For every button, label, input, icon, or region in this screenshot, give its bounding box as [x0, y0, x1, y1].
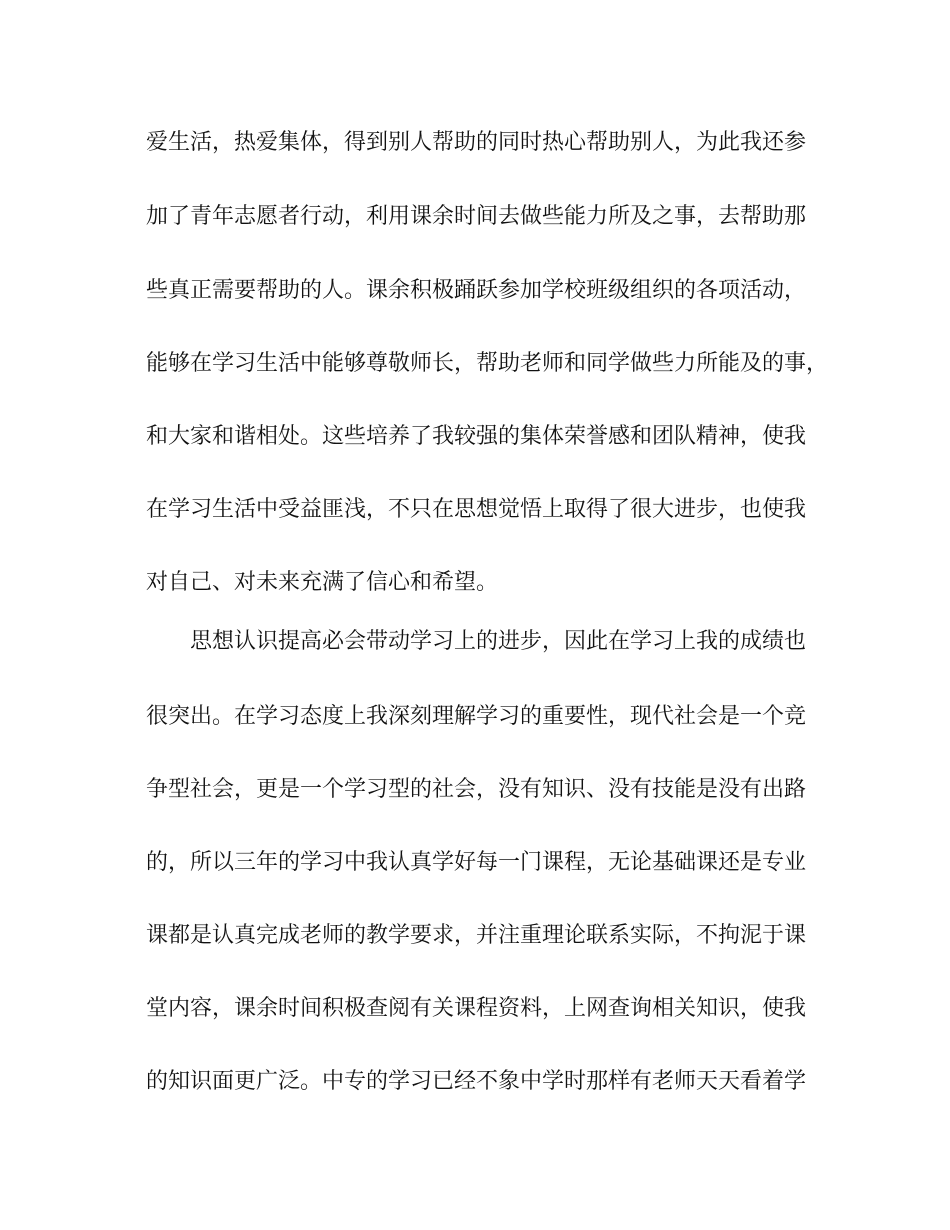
- paragraph-line: 课都是认真完成老师的教学要求，并注重理论联系实际，不拘泥于课: [146, 923, 807, 948]
- paragraph-line: 在学习生活中受益匪浅，不只在思想觉悟上取得了很大进步，也使我: [146, 497, 807, 522]
- paragraph-line: 很突出。在学习态度上我深刻理解学习的重要性，现代社会是一个竞: [146, 704, 807, 729]
- paragraph-line: 堂内容，课余时间积极查阅有关课程资料，上网查询相关知识，使我: [146, 996, 807, 1021]
- paragraph-line: 和大家和谐相处。这些培养了我较强的集体荣誉感和团队精神，使我: [146, 424, 807, 449]
- paragraph-line: 能够在学习生活中能够尊敬师长，帮助老师和同学做些力所能及的事，: [146, 351, 829, 376]
- paragraph-line: 的知识面更广泛。中专的学习已经不象中学时那样有老师天天看着学: [146, 1069, 807, 1094]
- paragraph-line: 争型社会，更是一个学习型的社会，没有知识、没有技能是没有出路: [146, 777, 807, 802]
- paragraph-line: 爱生活，热爱集体，得到别人帮助的同时热心帮助别人，为此我还参: [146, 130, 807, 155]
- paragraph-line: 对自己、对未来充满了信心和希望。: [146, 570, 499, 595]
- paragraph-line: 的，所以三年的学习中我认真学好每一门课程，无论基础课还是专业: [146, 850, 807, 875]
- paragraph-line: 加了青年志愿者行动，利用课余时间去做些能力所及之事，去帮助那: [146, 204, 807, 229]
- paragraph-first-line: 思想认识提高必会带动学习上的进步，因此在学习上我的成绩也: [190, 629, 807, 654]
- paragraph-line: 些真正需要帮助的人。课余积极踊跃参加学校班级组织的各项活动，: [146, 278, 807, 303]
